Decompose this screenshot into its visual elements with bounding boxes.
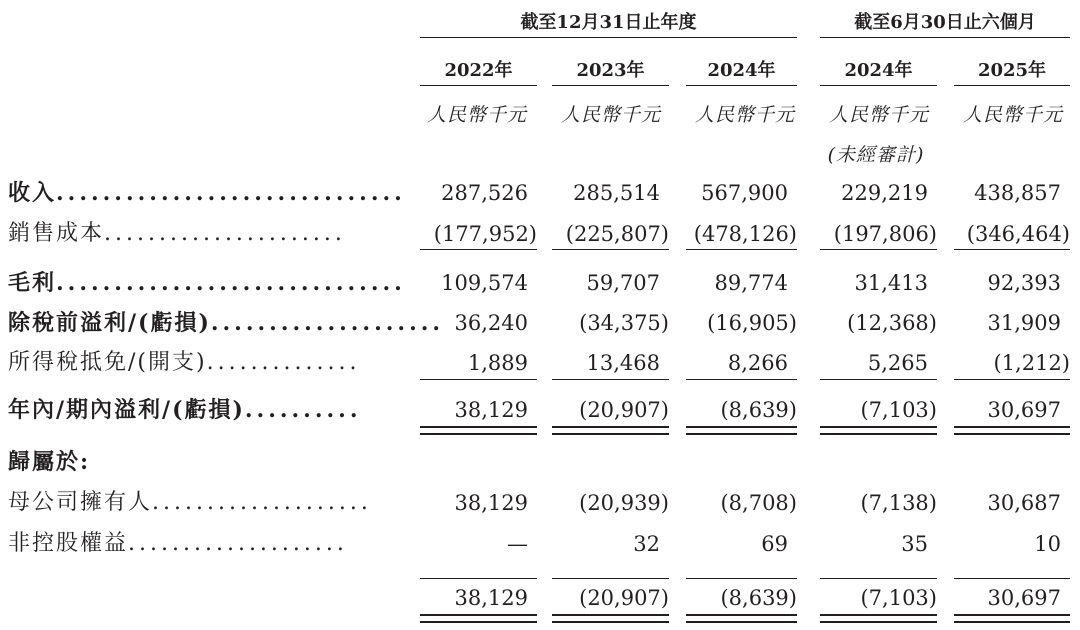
subtotal-rule [820,379,937,380]
dot-leader: .................... [210,310,445,336]
table-cell: (346,464) [966,222,1070,246]
row-label: 歸屬於: [8,449,91,475]
table-cell: 10 [1034,532,1061,556]
table-cell: 287,526 [441,181,528,205]
total-double-rule [820,426,937,435]
currency-unit: 人民幣千元 [694,104,795,126]
subtotal-rule [686,379,797,380]
dot-leader: ...................... [104,221,346,246]
subtotal-rule [686,249,797,250]
year-header-2024: 2024年 [686,56,797,86]
table-cell: 36,240 [454,311,528,335]
table-row [0,305,1080,341]
group-header-fiscal-year: 截至12月31日止年度 [420,8,797,38]
table-cell: 31,909 [987,311,1061,335]
table-cell: 89,774 [714,271,788,295]
table-row [0,175,1080,211]
table-cell: (7,103) [860,398,937,422]
currency-unit: 人民幣千元 [828,104,929,126]
row-label: 所得稅抵免/(開支).............. [8,350,361,375]
table-cell: (1,212) [993,351,1070,375]
table-cell: 1,889 [467,351,528,375]
year-header-2024-h1: 2024年 [820,56,937,86]
table-cell: 31,413 [854,271,928,295]
subtotal-rule [420,379,537,380]
table-row [0,485,1080,521]
table-cell: 229,219 [841,181,928,205]
subtotal-rule [954,379,1070,380]
table-cell: 109,574 [441,271,528,295]
table-cell: 38,129 [454,586,528,610]
year-header-2022: 2022年 [420,56,537,86]
group-header-six-months: 截至6月30日止六個月 [820,8,1070,38]
total-double-rule [552,426,669,435]
dot-leader: .................... [152,490,372,515]
table-cell: (8,639) [720,398,797,422]
table-cell: (7,103) [860,586,937,610]
dot-leader: .......... [244,397,362,423]
table-cell: 92,393 [987,271,1061,295]
table-cell: 285,514 [573,181,660,205]
table-cell: 30,687 [987,491,1061,515]
dot-leader: .............. [206,350,361,375]
table-cell: 30,697 [987,586,1061,610]
total-double-rule [686,426,797,435]
table-cell: (8,708) [720,491,797,515]
row-label: 母公司擁有人.................... [8,490,372,515]
total-double-rule [420,426,537,435]
total-double-rule [686,614,797,623]
table-cell: 59,707 [586,271,660,295]
subtotal-rule [420,249,537,250]
dot-leader: .............................. [56,270,406,296]
table-cell: (20,939) [579,491,669,515]
currency-unit: 人民幣千元 [962,104,1063,126]
table-cell: 32 [633,532,660,556]
subtotal-rule [954,578,1070,579]
table-cell: 13,468 [586,351,660,375]
table-cell: — [507,532,528,556]
row-label: 毛利.............................. [8,270,406,296]
table-cell: 8,266 [727,351,788,375]
unaudited-note: (未經審計) [827,144,925,166]
dot-leader: .................... [128,531,348,556]
table-row [0,392,1080,428]
table-cell: (20,907) [579,586,669,610]
year-header-2023: 2023年 [552,56,669,86]
subtotal-rule [686,578,797,579]
subtotal-rule [552,379,669,380]
table-cell: (34,375) [579,311,669,335]
table-row [0,216,1080,252]
row-label: 銷售成本...................... [8,221,346,246]
table-cell: (16,905) [707,311,797,335]
table-cell: (7,138) [860,491,937,515]
table-cell: 35 [901,532,928,556]
total-double-rule [820,614,937,623]
table-cell: 567,900 [701,181,788,205]
currency-unit: 人民幣千元 [560,104,661,126]
total-double-rule [420,614,537,623]
total-double-rule [954,614,1070,623]
table-cell: (20,907) [579,398,669,422]
year-header-2025-h1: 2025年 [954,56,1070,86]
table-cell: 38,129 [454,491,528,515]
row-label: 非控股權益.................... [8,531,348,556]
table-row [0,526,1080,562]
table-cell: 30,697 [987,398,1061,422]
dot-leader: .............................. [56,180,406,206]
currency-unit: 人民幣千元 [426,104,527,126]
subtotal-rule [552,578,669,579]
subtotal-rule [552,249,669,250]
subtotal-rule [954,249,1070,250]
subtotal-rule [420,578,537,579]
table-cell: (8,639) [720,586,797,610]
table-row [0,265,1080,301]
table-cell: (177,952) [433,222,537,246]
table-cell: (478,126) [693,222,797,246]
row-label: 年內/期內溢利/(虧損).......... [8,397,362,423]
table-cell: (197,806) [833,222,937,246]
table-row [0,580,1080,616]
total-double-rule [954,426,1070,435]
table-cell: (12,368) [847,311,937,335]
table-row [0,444,1080,480]
total-double-rule [552,614,669,623]
table-cell: 38,129 [454,398,528,422]
subtotal-rule [820,578,937,579]
subtotal-rule [820,249,937,250]
table-cell: (225,807) [565,222,669,246]
row-label: 除稅前溢利/(虧損).................... [8,310,445,336]
row-label: 收入.............................. [8,180,406,206]
table-cell: 69 [761,532,788,556]
table-cell: 438,857 [974,181,1061,205]
table-cell: 5,265 [867,351,928,375]
table-row [0,345,1080,381]
